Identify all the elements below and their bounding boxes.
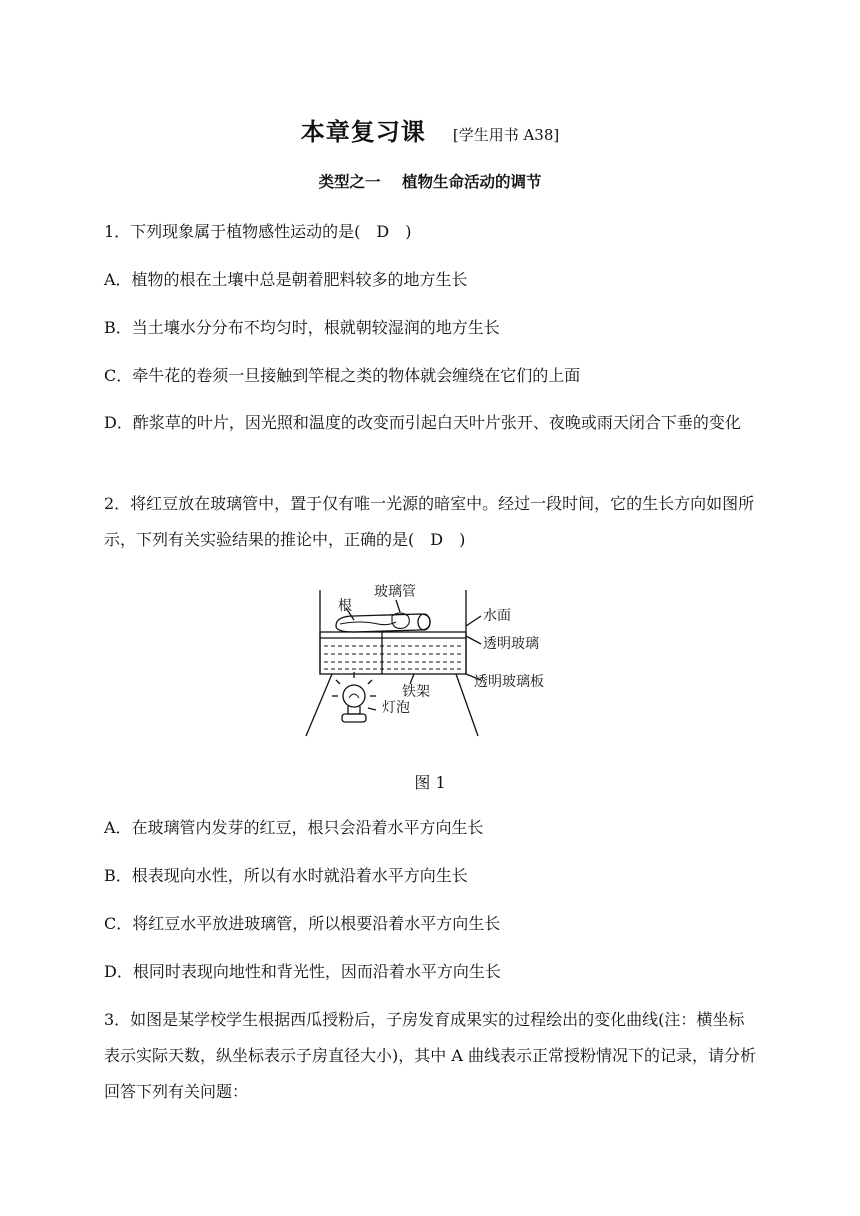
- figure-caption: 图 1: [414, 773, 446, 792]
- label-tube: 玻璃管: [374, 584, 416, 600]
- q1-option-d: D．酢浆草的叶片，因光照和温度的改变而引起白天叶片张开、夜晚或雨天闭合下垂的变化: [104, 413, 741, 432]
- q2-option-d: D．根同时表现向地性和背光性，因而沿着水平方向生长: [104, 962, 501, 981]
- section-heading: 类型之一 植物生命活动的调节: [318, 173, 542, 191]
- q1-option-c: C．牵牛花的卷须一旦接触到竿棍之类的物体就会缠绕在它们的上面: [104, 366, 581, 385]
- page-title: 本章复习课: [300, 118, 426, 146]
- q2-option-c: C．将红豆水平放进玻璃管，所以根要沿着水平方向生长: [104, 914, 501, 933]
- label-glass: 透明玻璃: [483, 636, 539, 652]
- bulb: [343, 685, 365, 707]
- q1-option-b: B．当土壤水分分布不均匀时，根就朝较湿润的地方生长: [104, 318, 500, 337]
- label-plate: 透明玻璃板: [474, 674, 544, 690]
- page-header: [0, 112, 860, 147]
- q2-option-b: B．根表现向水性，所以有水时就沿着水平方向生长: [104, 866, 468, 885]
- label-water: 水面: [483, 608, 511, 624]
- label-root: 根: [338, 598, 352, 614]
- label-stand: 铁架: [402, 684, 430, 700]
- q3-stem: 3．如图是某学校学生根据西瓜授粉后，子房发育成果实的过程绘出的变化曲线(注：横坐标表示实际天数，纵坐标表示子房直径大小)，其中 A 曲线表示正常授粉情况下的记录，请分析回答下列有关问题：: [104, 1010, 756, 1101]
- q1-stem: 1．下列现象属于植物感性运动的是( D ): [104, 222, 412, 241]
- q2-stem: 2．将红豆放在玻璃管中，置于仅有唯一光源的暗室中。经过一段时间，它的生长方向如图所示，下列有关实验结果的推论中，正确的是( D ): [104, 494, 755, 549]
- book-reference: [学生用书 A38]: [452, 126, 560, 144]
- q2-option-a: A．在玻璃管内发芽的红豆，根只会沿着水平方向生长: [104, 818, 484, 837]
- label-bulb: 灯泡: [382, 700, 410, 716]
- experiment-figure: [296, 580, 566, 740]
- q1-option-a: A．植物的根在土壤中总是朝着肥料较多的地方生长: [104, 270, 468, 289]
